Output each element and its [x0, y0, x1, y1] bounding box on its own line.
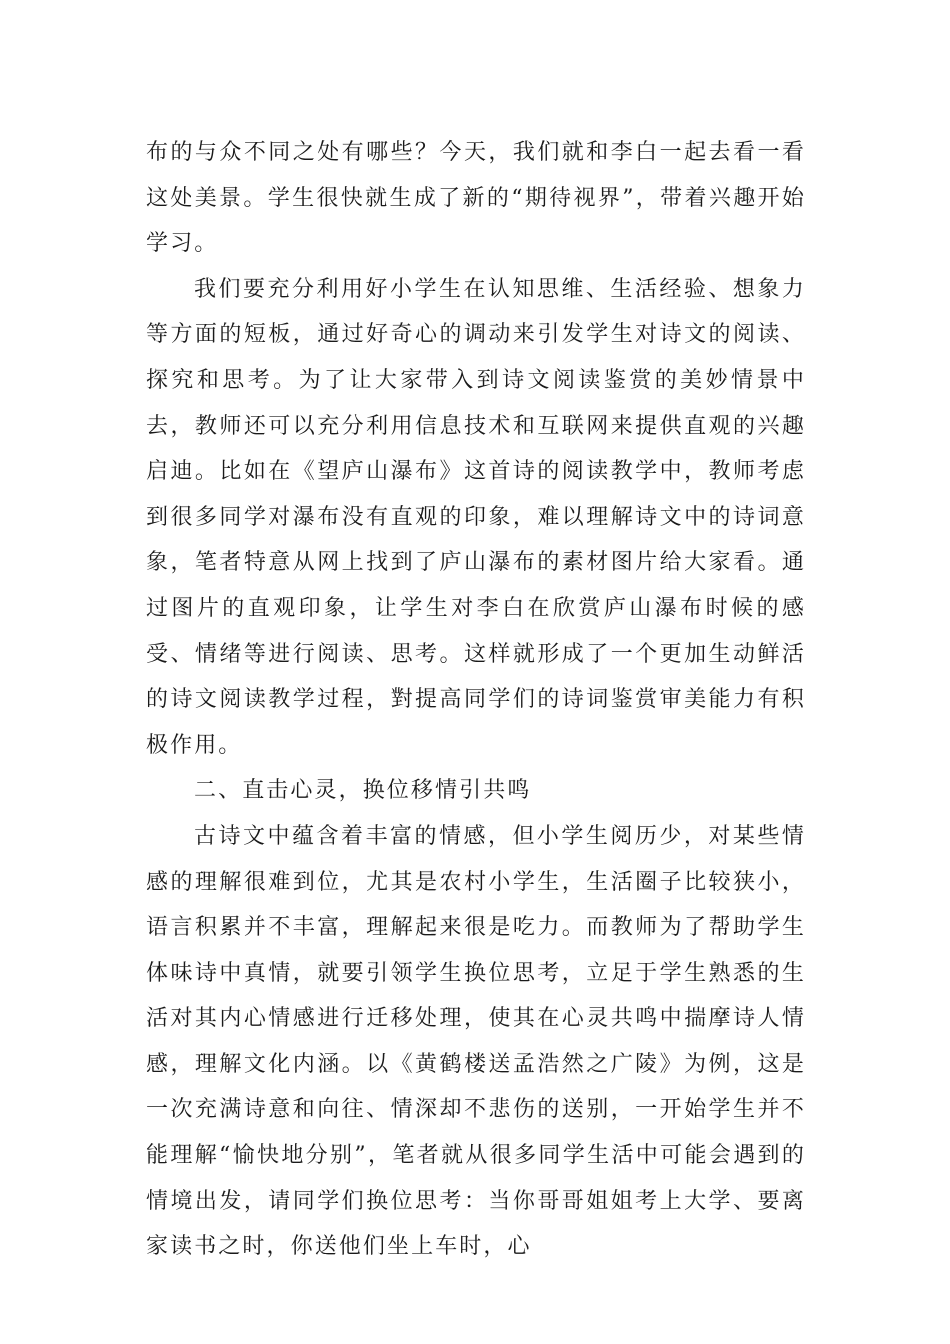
paragraph-empathy: 古诗文中蕴含着丰富的情感，但小学生阅历少，对某些情感的理解很难到位，尤其是农村小学生，生活圈子比较狭小，语言积累并不丰富，理解起来很是吃力。而教师为了帮助学生体味诗中真情，就要引领学生换位思考，立足于学生熟悉的生活对其内心情感进行迁移处理，使其在心灵共鸣中揣摩诗人情感，理解文化内涵。以《黄鹤楼送孟浩然之广陵》为例，这是一次充满诗意和向往、情深却不悲伤的送别，一开始学生并不能理解“愉快地分别”，笔者就从很多同学生活中可能会遇到的情境出发，请同学们换位思考：当你哥哥姐姐考上大学、要离家读书之时，你送他们坐上车时，心 — [146, 823, 806, 1260]
section-heading: 二、直击心灵，换位移情引共鸣 — [194, 778, 532, 804]
paragraph-interest-guidance: 我们要充分利用好小学生在认知思维、生活经验、想象力等方面的短板，通过好奇心的调动来引发学生对诗文的阅读、探究和思考。为了让大家带入到诗文阅读鉴赏的美妙情景中去，教师还可以充分利用信息技术和互联网来提供直观的兴趣启迪。比如在《望庐山瀑布》这首诗的阅读教学中，教师考虑到很多同学对瀑布没有直观的印象，难以理解诗文中的诗词意象，笔者特意从网上找到了庐山瀑布的素材图片给大家看。通过图片的直观印象，让学生对李白在欣赏庐山瀑布时候的感受、情绪等进行阅读、思考。这样就形成了一个更加生动鲜活的诗文阅读教学过程，對提高同学们的诗词鉴赏审美能力有积极作用。 — [146, 276, 806, 758]
paragraph-continued: 布的与众不同之处有哪些？今天，我们就和李白一起去看一看这处美景。学生很快就生成了新的“期待视界”，带着兴趣开始学习。 — [146, 140, 806, 257]
document-body — [146, 130, 806, 1270]
